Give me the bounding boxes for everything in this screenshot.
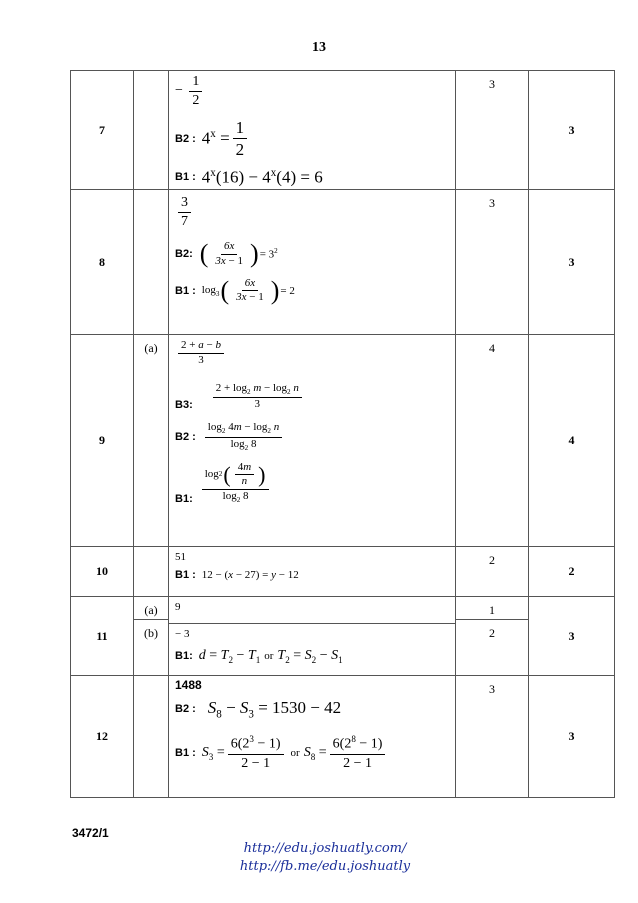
b2-line: B2 : $S_8 - S_3 = 1530 - 42$ <box>175 698 342 721</box>
table-row <box>71 71 615 190</box>
marks-cell: 4 <box>456 335 529 547</box>
question-number: 9 <box>71 335 134 547</box>
b2-line: B2 : $4^x$ = $\frac{1}{2}$ <box>175 117 455 161</box>
marks-cell: 3 <box>456 71 529 190</box>
website-link[interactable]: http://edu.joshuatly.com/ <box>243 841 407 856</box>
table-row <box>71 335 615 547</box>
b1-line: B1 : $\log_3$ ( $\frac{6x}{3x - 1}$ ) = 2 <box>175 275 295 305</box>
final-answer: $\frac{3}{7}$ <box>175 194 455 230</box>
b2-label: B2 : <box>175 431 196 443</box>
facebook-link[interactable]: http://fb.me/edu.joshuatly <box>239 859 411 874</box>
sub-question-cell <box>134 547 169 597</box>
b2-label: B2 : <box>175 132 196 145</box>
b1-line: B1: log 2 ( $\frac{4m}{n}$ ) $\log_2 8$ <box>175 461 455 506</box>
final-answer: 1488 <box>175 678 202 692</box>
b3-label: B3: <box>175 399 193 412</box>
b1-line: B1 : $S_3$ = $\frac{6(2^3 - 1)}{2 - 1}$ or $S_8$ = $\frac{6(2^8 - 1)}{2 - 1}$ <box>175 734 455 772</box>
final-answer: 51 <box>175 551 186 563</box>
final-answer: − $\frac{1}{2}$ <box>175 73 455 109</box>
b2-label: B2 : <box>175 703 196 716</box>
b1-label: B1 : <box>175 747 196 760</box>
question-number: 11 <box>71 597 134 676</box>
working-cell <box>169 597 456 676</box>
question-number: 7 <box>71 71 134 190</box>
working-cell <box>169 676 456 798</box>
table-row <box>71 597 615 676</box>
total-marks: 3 <box>529 597 615 676</box>
total-marks: 4 <box>529 335 615 547</box>
total-marks: 3 <box>529 190 615 335</box>
working-cell <box>169 71 456 190</box>
marking-scheme-table <box>70 70 615 798</box>
working-cell <box>169 190 456 335</box>
b1-line: B1: $d = T_2 - T_1$ or $T_2 = S_2 - S_1$ <box>175 648 343 665</box>
b1-label: B1: <box>175 650 193 663</box>
final-answer: $\frac{2 + a - b}{3}$ <box>175 339 455 368</box>
sub-question-cell <box>134 190 169 335</box>
question-number: 10 <box>71 547 134 597</box>
table-row <box>71 547 615 597</box>
working-cell <box>169 335 456 547</box>
b1-label: B1 : <box>175 284 196 297</box>
b2-label: B2: <box>175 248 193 261</box>
question-number: 8 <box>71 190 134 335</box>
total-marks: 3 <box>529 71 615 190</box>
paper-code: 3472/1 <box>72 826 109 840</box>
marks-cell: 3 <box>456 676 529 798</box>
final-answer: 9 <box>175 601 181 613</box>
b2-line: B2 : $\frac{\log_2 4m - \log_2 n}{\log_2 8}$ <box>175 421 455 452</box>
question-number: 12 <box>71 676 134 798</box>
table-row <box>71 676 615 798</box>
b3-line: B3: $\frac{2 + \log_2 m - \log_2 n}{3}$ <box>175 382 455 412</box>
b1-line: B1 : $4^x(16) - 4^x(4) = 6$ <box>175 166 323 187</box>
marks-cell: 1 2 <box>456 597 529 676</box>
working-cell <box>169 547 456 597</box>
page-number: 13 <box>312 40 326 55</box>
marks-cell: 2 <box>456 547 529 597</box>
footer-links <box>210 840 440 876</box>
table-row <box>71 190 615 335</box>
b2-line: B2: ( $\frac{6x}{3x - 1}$ ) = $3^2$ <box>175 239 278 269</box>
b1-label: B1 : <box>175 569 196 581</box>
total-marks: 2 <box>529 547 615 597</box>
total-marks: 3 <box>529 676 615 798</box>
sub-question-cell <box>134 676 169 798</box>
b1-label: B1 : <box>175 170 196 183</box>
final-answer: − 3 <box>175 628 190 640</box>
sub-question-cell: (a) (b) <box>134 597 169 676</box>
marks-cell: 3 <box>456 190 529 335</box>
b1-line: B1 : 12 − (x − 27) = y − 12 <box>175 569 299 581</box>
b1-label: B1: <box>175 493 193 506</box>
sub-question-cell <box>134 71 169 190</box>
sub-question-cell: (a) <box>134 335 169 547</box>
